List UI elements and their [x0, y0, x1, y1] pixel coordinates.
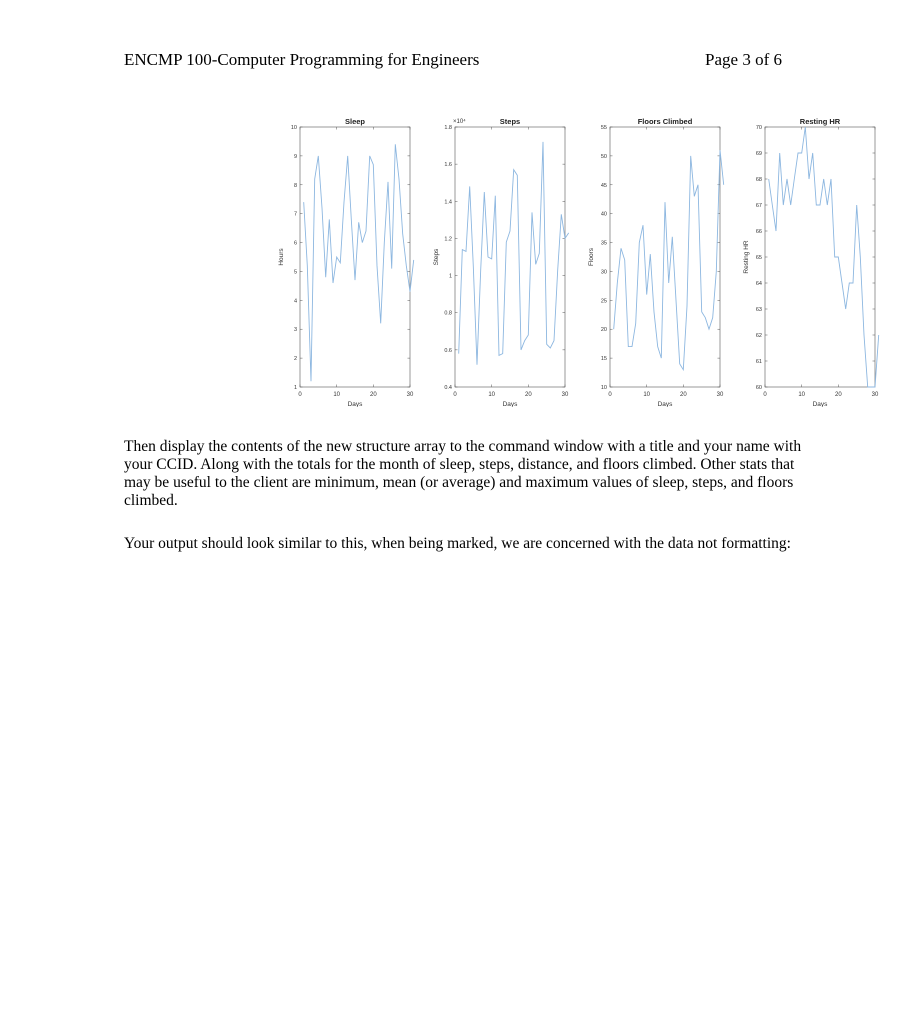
steps-ytick-label: 1 [448, 273, 452, 280]
chart-resting-hr [743, 117, 879, 407]
sleep-ytick-label: 7 [293, 211, 297, 218]
paragraph-output-note: Your output should look similar to this, when being marked, we are concerned with the data not formatting: [124, 535, 791, 552]
floors-xtick-label: 0 [608, 392, 612, 398]
steps-xtick-label: 30 [561, 392, 569, 398]
sleep-ytick-label: 3 [293, 327, 297, 334]
sleep-title: Sleep [344, 117, 366, 126]
floors-ytick-label: 55 [600, 125, 607, 131]
steps-ytick-label: 0.4 [444, 385, 452, 391]
chart-sleep [278, 117, 414, 407]
chart-figure [270, 112, 890, 412]
sleep-ytick-label: 1 [293, 385, 297, 391]
resting-hr-ylabel: Resting HR [743, 240, 750, 274]
floors-axes-box [610, 127, 720, 387]
sleep-ytick-label: 8 [293, 182, 297, 189]
steps-ylabel: Steps [433, 248, 440, 266]
floors-series-line [614, 150, 724, 370]
steps-ytick-label: 1.4 [444, 199, 452, 206]
resting-hr-ytick-label: 69 [755, 151, 762, 157]
sleep-xtick-label: 20 [369, 392, 377, 398]
resting-hr-ytick-label: 60 [755, 385, 762, 391]
floors-ytick-label: 50 [600, 153, 607, 160]
sleep-xlabel: Days [347, 401, 363, 407]
floors-ytick-label: 20 [600, 327, 607, 334]
floors-xtick-label: 20 [679, 392, 687, 398]
sleep-series-line [304, 144, 414, 381]
floors-ytick-label: 35 [600, 240, 607, 247]
resting-hr-ytick-label: 65 [755, 255, 762, 261]
steps-xtick-label: 20 [524, 392, 532, 398]
floors-ytick-label: 15 [600, 356, 607, 363]
steps-xlabel: Days [502, 401, 518, 407]
floors-title: Floors Climbed [637, 117, 693, 126]
chart-steps [433, 117, 569, 407]
steps-series-line [459, 142, 569, 365]
resting-hr-ytick-label: 67 [755, 203, 762, 209]
floors-ytick-label: 40 [600, 211, 607, 218]
sleep-ytick-label: 5 [293, 269, 297, 276]
resting-hr-xtick-label: 10 [798, 392, 806, 398]
sleep-ytick-label: 6 [293, 240, 297, 247]
resting-hr-ytick-label: 70 [755, 125, 762, 131]
floors-ylabel: Floors [588, 247, 595, 267]
resting-hr-xtick-label: 20 [834, 392, 842, 398]
sleep-xtick-label: 10 [333, 392, 341, 398]
resting-hr-ytick-label: 61 [755, 359, 762, 365]
steps-axes-box [455, 127, 565, 387]
sleep-ytick-label: 9 [293, 153, 297, 160]
floors-xlabel: Days [657, 401, 673, 407]
header-page-number: Page 3 of 6 [705, 50, 782, 69]
steps-xtick-label: 10 [488, 392, 496, 398]
resting-hr-title: Resting HR [799, 117, 841, 126]
floors-ytick-label: 10 [600, 385, 607, 391]
steps-title: Steps [499, 117, 521, 126]
floors-xtick-label: 30 [716, 392, 724, 398]
resting-hr-axes-box [765, 127, 875, 387]
steps-ytick-label: 1.2 [444, 236, 452, 243]
resting-hr-ytick-label: 63 [755, 307, 762, 313]
resting-hr-xtick-label: 0 [763, 392, 767, 398]
steps-xtick-label: 0 [453, 392, 457, 398]
resting-hr-series-line [769, 127, 879, 387]
floors-ytick-label: 25 [600, 298, 607, 305]
resting-hr-ytick-label: 68 [755, 177, 762, 183]
resting-hr-ytick-label: 66 [755, 229, 762, 235]
floors-ytick-label: 30 [600, 269, 607, 276]
resting-hr-ytick-label: 62 [755, 333, 762, 339]
floors-ytick-label: 45 [600, 182, 607, 189]
sleep-ytick-label: 10 [290, 125, 297, 131]
sleep-ytick-label: 2 [293, 356, 297, 363]
steps-ytick-label: 0.6 [444, 347, 452, 354]
chart-floors [588, 117, 724, 407]
steps-ytick-label: 1.6 [444, 162, 452, 169]
resting-hr-xtick-label: 30 [871, 392, 879, 398]
resting-hr-xlabel: Days [812, 401, 828, 407]
steps-ytick-label: 0.8 [444, 310, 452, 317]
paragraph-instructions: Then display the contents of the new structure array to the command window with a title and your name with your CCID. Along with the totals for the month of sleep, steps, distance, and floors climbed. Other stats that may be useful to the client are minimum, mean (or average) and maximum values of sleep, steps, and floors climbed. [124, 438, 802, 509]
sleep-ylabel: Hours [278, 248, 285, 266]
steps-ytick-label: 1.8 [444, 125, 452, 131]
sleep-xtick-label: 30 [406, 392, 414, 398]
header-course-title: ENCMP 100-Computer Programming for Engineers [124, 50, 480, 69]
sleep-ytick-label: 4 [293, 298, 297, 305]
charts-svg [270, 112, 890, 407]
floors-xtick-label: 10 [643, 392, 651, 398]
resting-hr-ytick-label: 64 [755, 281, 762, 287]
sleep-xtick-label: 0 [298, 392, 302, 398]
steps-y-exponent: ×10⁴ [453, 119, 466, 125]
